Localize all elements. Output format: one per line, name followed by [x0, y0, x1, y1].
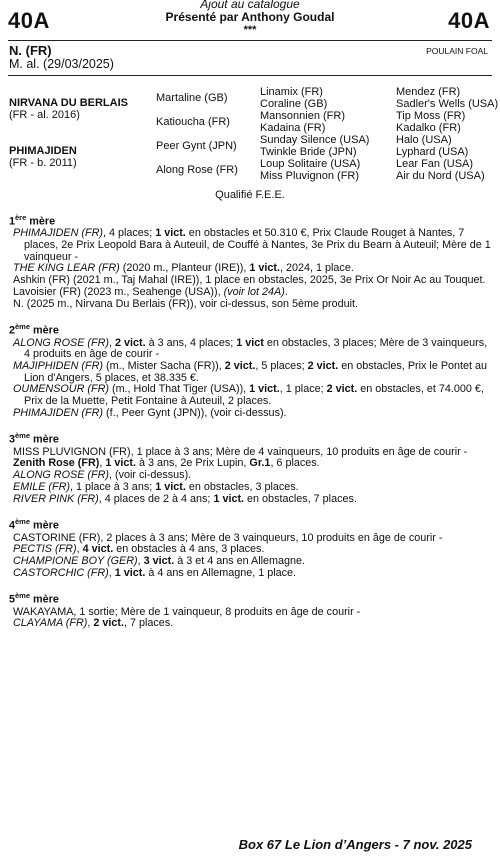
dam-section-2 — [9, 321, 492, 419]
qualification: Qualifié F.E.E. — [215, 189, 285, 201]
dam-4-line-2: PECTIS (FR), 4 vict. en obstacles à 4 ans, 3 places. — [13, 543, 265, 556]
dam-info: (FR - b. 2011) — [9, 157, 77, 169]
pedigree-gen4-0: Mendez (FR) — [396, 86, 461, 98]
pedigree-gen4-6: Lear Fan (USA) — [396, 158, 474, 170]
pedigree-gen2-0: Martaline (GB) — [156, 92, 228, 104]
lot-number-right: 40A — [448, 8, 490, 33]
pedigree-gen3-0: Linamix (FR) — [260, 86, 323, 98]
dam-1-line-3: Ashkin (FR) (2021 m., Taj Mahal (IRE)), 1 place en obstacles, 2025, 3e Prix Or Noir Ac au Touquet. — [13, 274, 486, 287]
dam-3-line-1: MISS PLUVIGNON (FR), 1 place à 3 ans; Mère de 4 vainqueurs, 10 produits en âge de courir - — [13, 445, 468, 458]
dam-section-1 — [9, 212, 492, 310]
dam-title-2: 2ème mère — [9, 322, 59, 337]
pedigree-gen3-1: Coraline (GB) — [260, 98, 328, 110]
sire-info: (FR - al. 2016) — [9, 109, 80, 121]
pedigree-gen2-2: Peer Gynt (JPN) — [156, 140, 237, 152]
dam-3-line-3: ALONG ROSE (FR), (voir ci-dessus). — [13, 469, 192, 482]
produce-record — [9, 212, 492, 641]
pedigree-gen2-1: Katioucha (FR) — [156, 116, 230, 128]
dam-2-line-4: PHIMAJIDEN (FR) (f., Peer Gynt (JPN)), (voir ci-dessus). — [13, 406, 287, 419]
pedigree-gen4-7: Air du Nord (USA) — [396, 170, 485, 182]
dam-title-4: 4ème mère — [9, 517, 59, 532]
dam-1-line-2: THE KING LEAR (FR) (2020 m., Planteur (IRE)), 1 vict., 2024, 1 place. — [13, 262, 354, 275]
dam-2-line-2: MAJIPHIDEN (FR) (m., Mister Sacha (FR)), 2 vict., 5 places; 2 vict. en obstacles, Prix le Pontet au Lion d'Angers, 5 places, et 38.335 €. — [13, 359, 488, 384]
stars: *** — [243, 24, 257, 36]
pedigree-gen3-5: Twinkle Bride (JPN) — [260, 146, 357, 158]
dam-3-line-2: Zenith Rose (FR), 1 vict. à 3 ans, 2e Prix Lupin, Gr.1, 6 places. — [13, 457, 320, 470]
dam-2-line-1: ALONG ROSE (FR), 2 vict. à 3 ans, 4 places; 1 vict en obstacles, 3 places; Mère de 3 vainqueurs, 4 produits en âge de courir - — [13, 336, 488, 361]
dam-1-line-1: PHIMAJIDEN (FR), 4 places; 1 vict. en obstacles et 50.310 €, Prix Claude Rouget à Nantes, 7 places, 2e Prix Leopold Bara à Auteuil, de Couffé à Nantes, 3e Prix du Bearn à Auteuil; Mère de 1 vainqueur - — [13, 227, 491, 263]
dam-3-line-4: EMILE (FR), 1 place à 3 ans; 1 vict. en obstacles, 3 places. — [13, 480, 299, 493]
dam-5-line-2: CLAYAMA (FR), 2 vict., 7 places. — [13, 617, 174, 630]
dam-title-1: 1ère mère — [9, 213, 56, 228]
pedigree-dam — [9, 145, 77, 169]
horse-name: N. (FR) — [9, 43, 52, 58]
dam-section-4 — [9, 516, 492, 579]
pedigree-gen2-3: Along Rose (FR) — [156, 164, 238, 176]
dam-1-line-4: Lavoisier (FR) (2023 m., Seahenge (USA)), (voir lot 24A). — [13, 285, 288, 298]
dam-4-line-1: CASTORINE (FR), 2 places à 3 ans; Mère de 3 vainqueurs, 10 produits en âge de courir - — [13, 531, 443, 544]
dam-4-line-3: CHAMPIONE BOY (GER), 3 vict. à 3 et 4 ans en Allemagne. — [13, 554, 306, 567]
dam-4-line-4: CASTORCHIC (FR), 1 vict. à 4 ans en Allemagne, 1 place. — [13, 566, 297, 579]
dam-section-5 — [9, 590, 492, 630]
dam-2-line-3: OUMENSOUR (FR) (m., Hold That Tiger (USA)), 1 vict., 1 place; 2 vict. en obstacles, et 74.000 €, Prix de la Muette, Petit Fontaine à Auteuil, 2 places. — [13, 383, 484, 408]
dam-title-3: 3ème mère — [9, 431, 59, 447]
footer-box-location: Box 67 Le Lion d’Angers - 7 nov. 2025 — [238, 837, 472, 852]
dam-name: PHIMAJIDEN — [9, 145, 77, 157]
horse-type: POULAIN FOAL — [426, 46, 488, 56]
pedigree-sire — [9, 97, 128, 121]
dam-section-3 — [9, 430, 492, 505]
pedigree-gen4-5: Lyphard (USA) — [396, 146, 469, 158]
dam-title-5: 5ème mère — [9, 591, 59, 606]
sire-name: NIRVANA DU BERLAIS — [9, 97, 128, 109]
dam-3-line-5: RIVER PINK (FR), 4 places de 2 à 4 ans; 1 vict. en obstacles, 7 places. — [13, 492, 357, 505]
horse-birth: M. al. (29/03/2025) — [9, 57, 114, 71]
lot-number-left: 40A — [8, 8, 50, 33]
pedigree-gen3-6: Loup Solitaire (USA) — [260, 158, 361, 170]
pedigree-gen3-4: Sunday Silence (USA) — [260, 134, 370, 146]
presenter: Présenté par Anthony Goudal — [165, 10, 335, 24]
pedigree-gen4-4: Halo (USA) — [396, 134, 452, 146]
pedigree-gen4-1: Sadler's Wells (USA) — [396, 98, 499, 110]
pedigree-gen4-2: Tip Moss (FR) — [396, 110, 466, 122]
header-center — [0, 0, 500, 37]
ajout-label: Ajout au catalogue — [200, 0, 300, 11]
pedigree-gen3-2: Mansonnien (FR) — [260, 110, 345, 122]
pedigree-gen4-3: Kadalko (FR) — [396, 122, 461, 134]
dam-5-line-1: WAKAYAMA, 1 sortie; Mère de 1 vainqueur, 8 produits en âge de courir - — [13, 605, 361, 618]
divider-top — [8, 40, 492, 41]
pedigree-gen3-7: Miss Pluvignon (FR) — [260, 170, 360, 182]
divider-bottom — [8, 75, 492, 76]
pedigree-gen3-3: Kadaina (FR) — [260, 122, 326, 134]
dam-1-line-5: N. (2025 m., Nirvana Du Berlais (FR)), voir ci-dessus, son 5ème produit. — [13, 297, 359, 310]
